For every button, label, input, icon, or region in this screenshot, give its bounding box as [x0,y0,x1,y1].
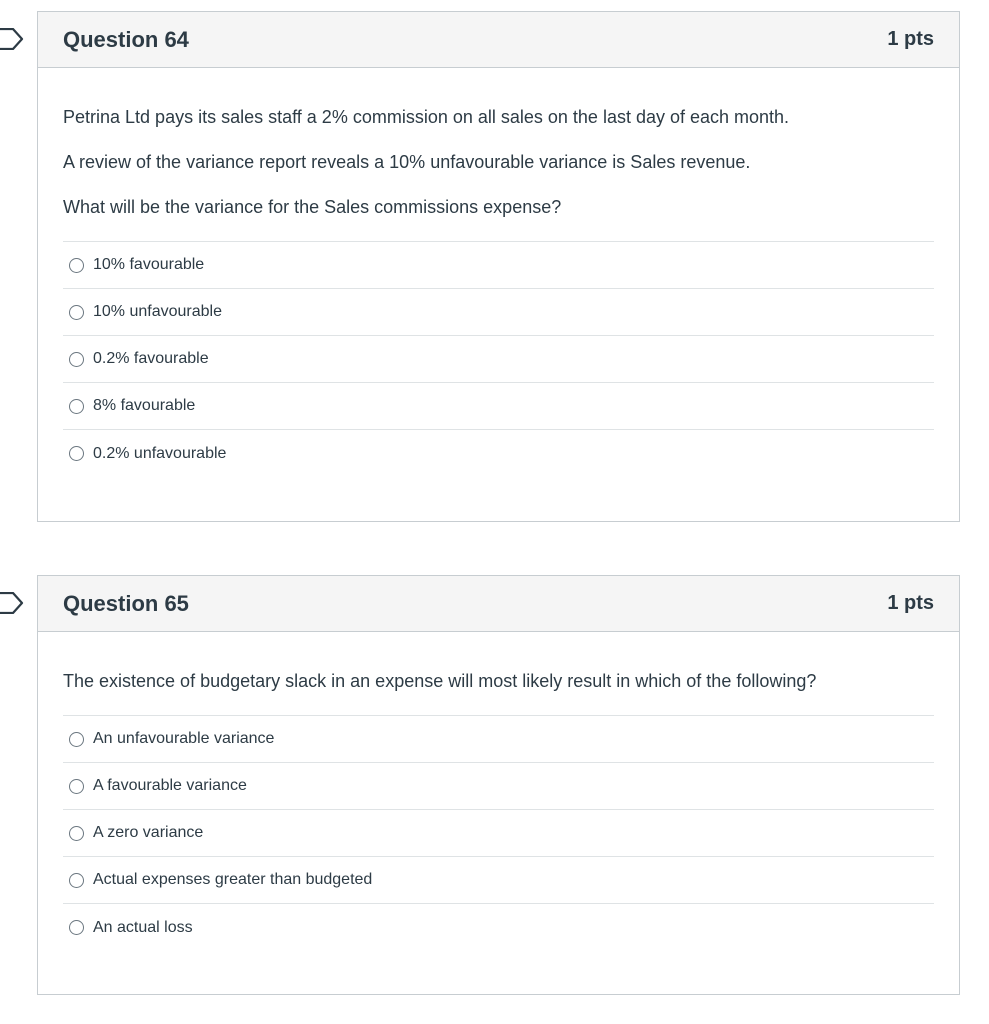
answer-label[interactable]: 8% favourable [93,397,196,414]
question-title: Question 64 [63,26,189,52]
answer-label[interactable]: An actual loss [93,918,193,936]
question-paragraph: What will be the variance for the Sales commissions expense? [63,197,562,217]
answer-option[interactable] [63,716,934,763]
radio-button[interactable] [69,352,84,367]
question-text [63,670,934,692]
radio-button[interactable] [69,399,84,414]
question-header [38,576,959,632]
flag-question-icon[interactable] [0,592,24,614]
question-paragraph: A review of the variance report reveals a 10% unfavourable variance is Sales revenue. [63,152,751,172]
answer-label[interactable]: Actual expenses greater than budgeted [93,871,373,888]
answer-label[interactable]: 10% unfavourable [93,303,222,320]
answer-option[interactable] [63,857,934,904]
answer-option[interactable] [63,763,934,810]
question-paragraph: Petrina Ltd pays its sales staff a 2% commission on all sales on the last day of each month. [63,107,790,127]
radio-button[interactable] [69,258,84,273]
answer-option[interactable] [63,242,934,289]
question-card [37,575,960,995]
answer-label[interactable]: 0.2% favourable [93,350,209,367]
answer-option[interactable] [63,336,934,383]
answer-option[interactable] [63,810,934,857]
answer-option[interactable] [63,289,934,336]
answer-label[interactable]: A favourable variance [93,777,247,794]
radio-button[interactable] [69,446,84,461]
answer-list [63,241,934,477]
radio-button[interactable] [69,779,84,794]
radio-button[interactable] [69,305,84,320]
radio-button[interactable] [69,920,84,935]
question-text [63,106,934,218]
answer-label[interactable]: A zero variance [93,824,204,841]
question-header [38,12,959,68]
answer-list [63,715,934,951]
answer-label[interactable]: 0.2% unfavourable [93,444,227,462]
radio-button[interactable] [69,826,84,841]
question-points: 1 pts [887,592,934,614]
flag-question-icon[interactable] [0,28,24,50]
answer-label[interactable]: An unfavourable variance [93,730,275,747]
question-points: 1 pts [887,28,934,50]
answer-option[interactable] [63,383,934,430]
question-card [37,11,960,522]
question-body [38,632,959,951]
answer-label[interactable]: 10% favourable [93,256,205,273]
answer-option[interactable] [63,904,934,951]
radio-button[interactable] [69,732,84,747]
question-title: Question 65 [63,590,189,616]
radio-button[interactable] [69,873,84,888]
question-body [38,68,959,477]
question-paragraph: The existence of budgetary slack in an expense will most likely result in which of the following? [63,671,817,691]
answer-option[interactable] [63,430,934,477]
